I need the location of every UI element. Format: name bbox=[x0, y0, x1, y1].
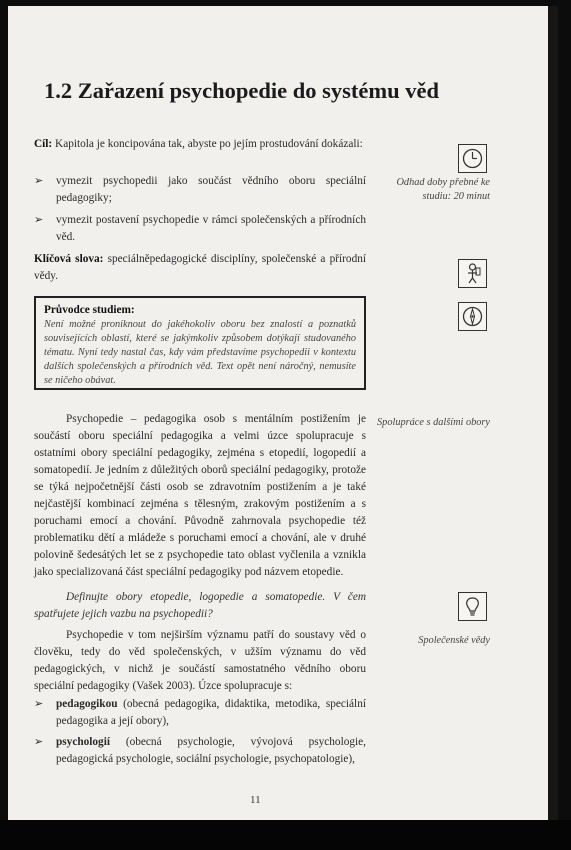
goal-paragraph bbox=[34, 136, 366, 153]
paragraph-psychopedie: Psychopedie – pedagogika osob s mentálním postižením je součástí oboru speciální pedagogika a velmi úzce spolupracuje s ostatními obory speciální pedagogiky, zejména s etopedií, logopedií a somatopedií. Je jedním z důležitých oborů speciální pedagogiky, protože se týká nejpočetnější části osob se zdravotním postižením a je také nejčastější kombinací zejména s tělesným, zrakovým postižením a s poruchami emocí a chování. Původně zahrnovala psychopedie též problematiku dětí a mládeže s poruchami emocí a chování, ale v druhé polovině šedesátých let se z psychopedie tato oblast vyčlenila a vznikla jako specializovaná část speciální pedagogiky pod názvem etopedie. bbox=[34, 413, 366, 578]
arrow-bullet-icon: ➢ bbox=[34, 735, 44, 748]
goal-item-1: vymezit psychopedii jako součást vědního oboru speciální pedagogiky; bbox=[56, 175, 366, 204]
arrow-bullet-icon: ➢ bbox=[34, 697, 44, 710]
keywords-paragraph bbox=[34, 251, 366, 285]
page-number: 11 bbox=[250, 794, 261, 806]
section-heading: 1.2 Zařazení psychopedie do systému věd bbox=[44, 78, 440, 103]
page-edge-shadow bbox=[548, 6, 558, 834]
goal-intro: Kapitola je koncipována tak, abyste po jejím prostudování dokázali: bbox=[55, 138, 363, 150]
coop-item-psychologie: psychologií (obecná psychologie, vývojová psychologie, pedagogická psychologie, sociální psychologie, psychopatologie), bbox=[56, 736, 366, 765]
margin-cooperation: Spolupráce s dalšími obory bbox=[377, 417, 490, 428]
study-question: Definujte obory etopedie, logopedie a somatopedie. V čem spatřujete jejich vazbu na psychopedii? bbox=[34, 591, 366, 620]
arrow-bullet-icon: ➢ bbox=[34, 213, 44, 226]
study-guide-box bbox=[34, 296, 366, 390]
paragraph-vedy: Psychopedie v tom nejširším významu patří do soustavy věd o člověku, tedy do věd společenských, v užším významu do věd pedagogických, v nichž je součástí samostatného vědního oboru speciální pedagogiky (Vašek 2003). Úzce spolupracuje s: bbox=[34, 629, 366, 692]
keywords-text: speciálněpedagogické disciplíny, společenské a přírodní vědy. bbox=[34, 253, 367, 282]
coop-item-pedagogika: pedagogikou (obecná pedagogika, didaktika, metodika, speciální pedagogika a její obory), bbox=[56, 698, 366, 727]
arrow-bullet-icon: ➢ bbox=[34, 174, 44, 187]
margin-social-sciences: Společenské vědy bbox=[418, 635, 490, 646]
keywords-label: Klíčová slova: bbox=[34, 253, 104, 265]
book-page bbox=[8, 6, 548, 834]
study-guide-title: Průvodce studiem: bbox=[44, 304, 135, 316]
margin-time-estimate: Odhad doby přebné ke studiu: 20 minut bbox=[396, 177, 490, 202]
goal-label: Cíl: bbox=[34, 138, 53, 150]
compass-icon bbox=[458, 302, 487, 331]
clock-icon bbox=[458, 144, 487, 173]
lightbulb-icon bbox=[458, 592, 487, 621]
bottom-shadow bbox=[0, 820, 571, 850]
goal-item-2: vymezit postavení psychopedie v rámci společenských a přírodních věd. bbox=[56, 214, 366, 243]
key-figure-icon bbox=[458, 259, 487, 288]
study-guide-text: Není možné proniknout do jakéhokoliv oboru bez znalostí a poznatků souvisejících oblastí, které se jakýmkoliv způsobem dotýkají studovaného tématu. Nyní tedy nastal čas, kdy vám představíme psychopedii v kontextu dalších společenských a přírodních věd. Text opět není náročný, nemusíte se ničeho obávat. bbox=[44, 319, 356, 386]
